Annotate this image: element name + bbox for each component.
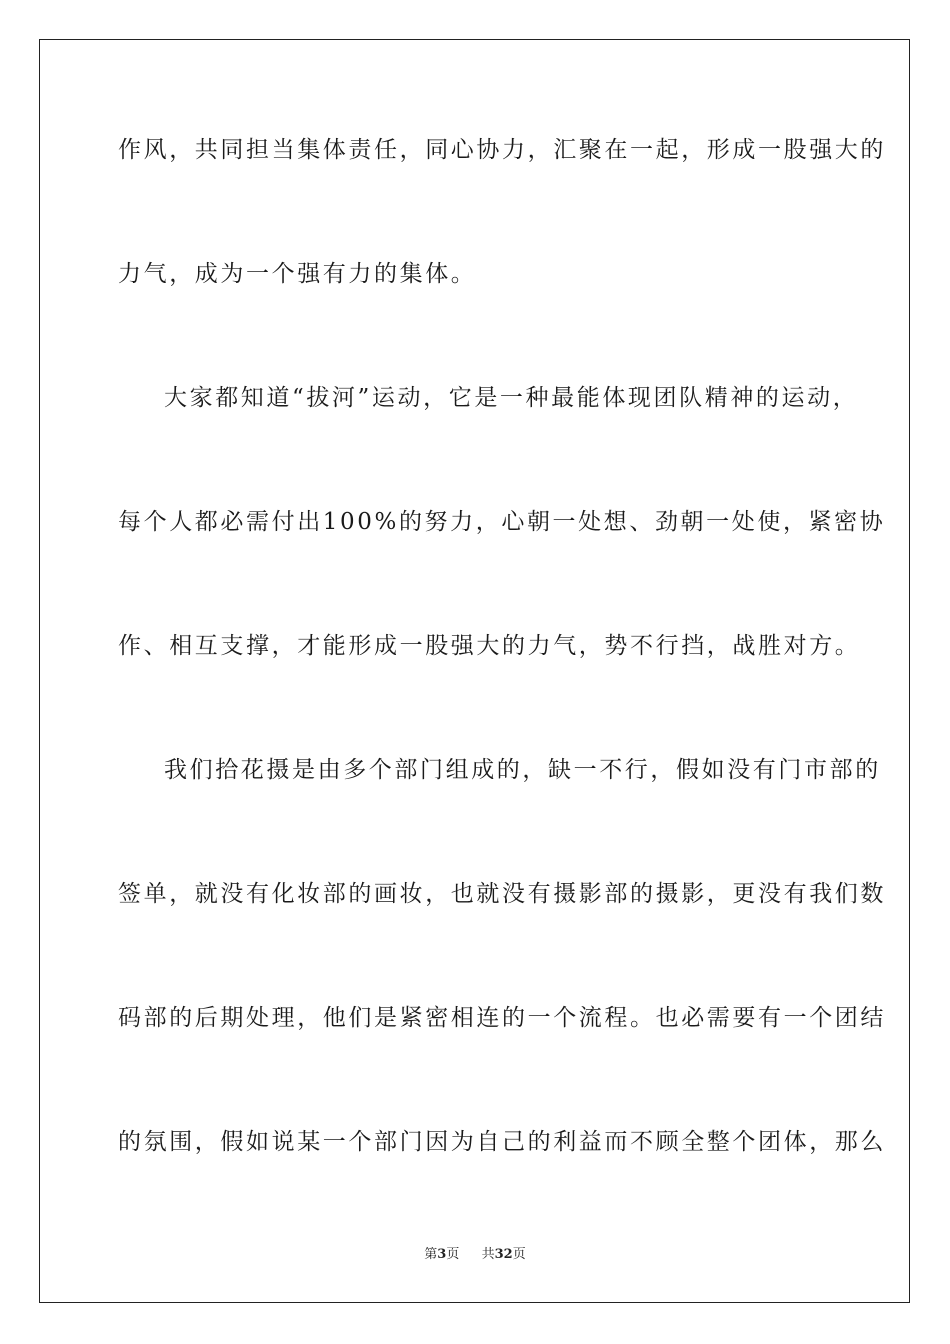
total-suffix: 页	[512, 1247, 526, 1262]
page-number: 3	[437, 1247, 447, 1262]
body-line: 力气，成为一个强有力的集体。	[118, 261, 477, 287]
body-line: 签单，就没有化妆部的画妆，也就没有摄影部的摄影，更没有我们数	[118, 881, 886, 907]
page-border	[39, 39, 910, 1303]
body-line: 的氛围，假如说某一个部门因为自己的利益而不顾全整个团体，那么	[118, 1129, 886, 1155]
page-prefix: 第	[424, 1247, 438, 1262]
paragraph-start-line: 大家都知道“拔河”运动，它是一种最能体现团队精神的运动，	[164, 385, 859, 411]
page-suffix: 页	[446, 1247, 460, 1262]
total-pages: 32	[494, 1247, 513, 1262]
body-line: 每个人都必需付出100%的努力，心朝一处想、劲朝一处使，紧密协	[118, 509, 886, 535]
paragraph-start-line: 我们拾花摄是由多个部门组成的，缺一不行，假如没有门市部的	[164, 757, 881, 783]
page-footer	[0, 1246, 950, 1264]
body-line: 作风，共同担当集体责任，同心协力，汇聚在一起，形成一股强大的	[118, 137, 886, 163]
body-line: 作、相互支撑，才能形成一股强大的力气，势不行挡，战胜对方。	[118, 633, 861, 659]
total-prefix: 共	[481, 1247, 495, 1262]
body-line: 码部的后期处理，他们是紧密相连的一个流程。也必需要有一个团结	[118, 1005, 886, 1031]
